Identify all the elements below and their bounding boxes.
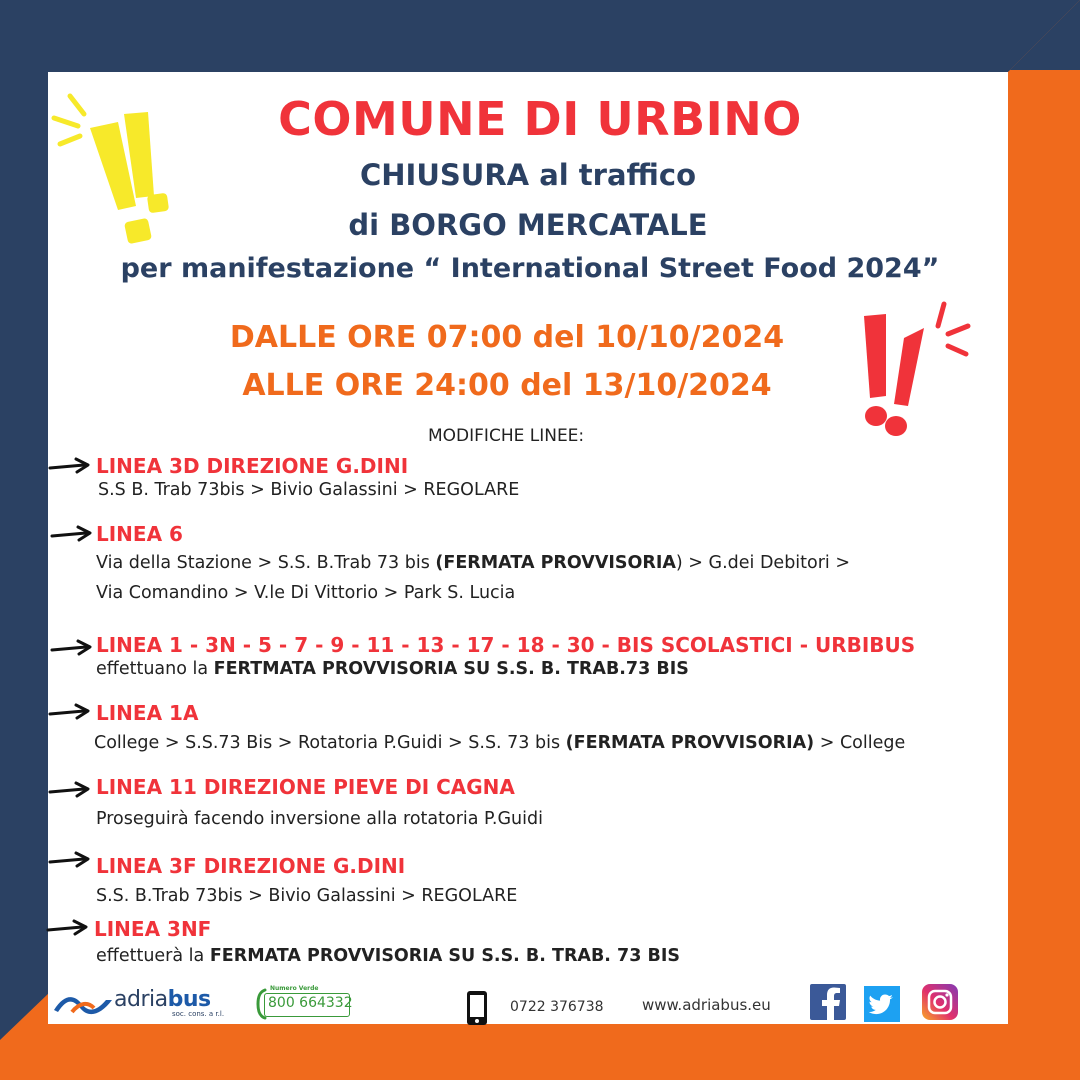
line-6-title: LINEA 6 (96, 522, 183, 546)
line-6-desc-1: Via della Stazione > S.S. B.Trab 73 bis (FERMATA PROVVISORIA) > G.dei Debitori > (96, 553, 851, 573)
mobile-phone-icon (466, 990, 488, 1026)
line-1a-title: LINEA 1A (96, 701, 199, 725)
line-11-desc: Proseguirà facendo inversione alla rotatoria P.Guidi (96, 809, 543, 829)
line-3nf-title: LINEA 3NF (94, 917, 212, 941)
modifiche-label: MODIFICHE LINEE: (428, 426, 585, 446)
date-to: ALLE ORE 24:00 del 13/10/2024 (242, 368, 772, 403)
line-1a-desc: College > S.S.73 Bis > Rotatoria P.Guidi > S.S. 73 bis (FERMATA PROVVISORIA) > College (94, 733, 906, 753)
date-from: DALLE ORE 07:00 del 10/10/2024 (229, 320, 785, 355)
adriabus-logo-icon (52, 990, 114, 1016)
arrow-icon (48, 780, 92, 800)
page-title: COMUNE DI URBINO (278, 92, 802, 146)
line-3d-title: LINEA 3D DIREZIONE G.DINI (96, 454, 409, 478)
twitter-icon[interactable] (864, 986, 900, 1022)
adriabus-logo-sub: soc. cons. a r.l. (172, 1010, 225, 1018)
numero-verde: 800 664332 (268, 995, 353, 1011)
line-6-desc-2: Via Comandino > V.le Di Vittorio > Park S. Lucia (96, 583, 516, 603)
phone-number: 0722 376738 (510, 999, 604, 1015)
arrow-icon (46, 918, 90, 938)
line-3nf-desc: effettuerà la FERMATA PROVVISORIA SU S.S. B. TRAB. 73 BIS (96, 946, 680, 966)
line-11-title: LINEA 11 DIREZIONE PIEVE DI CAGNA (96, 775, 515, 799)
event-line: per manifestazione “ International Street Food 2024” (120, 253, 940, 284)
line-group-title: LINEA 1 - 3N - 5 - 7 - 9 - 11 - 13 - 17 - 18 - 30 - BIS SCOLASTICI - URBIBUS (96, 633, 916, 657)
arrow-icon (48, 456, 92, 476)
arrow-icon (50, 524, 94, 544)
line-3f-desc: S.S. B.Trab 73bis > Bivio Galassini > REGOLARE (96, 886, 518, 906)
adriabus-logo: adriabus (114, 987, 211, 1012)
line-3d-desc: S.S B. Trab 73bis > Bivio Galassini > REGOLARE (98, 480, 520, 500)
numero-verde-label: Numero Verde (270, 985, 319, 992)
instagram-icon[interactable] (922, 984, 958, 1020)
arrow-icon (48, 702, 92, 722)
arrow-icon (48, 850, 92, 870)
line-3f-title: LINEA 3F DIREZIONE G.DINI (96, 854, 406, 878)
facebook-icon[interactable] (810, 984, 846, 1020)
location-line: di BORGO MERCATALE (348, 208, 708, 242)
line-group-desc: effettuano la FERTMATA PROVVISORIA SU S.S. B. TRAB.73 BIS (96, 659, 689, 679)
closure-line: CHIUSURA al traffico (360, 158, 696, 192)
arrow-icon (50, 638, 94, 658)
website-link[interactable]: www.adriabus.eu (642, 996, 771, 1014)
